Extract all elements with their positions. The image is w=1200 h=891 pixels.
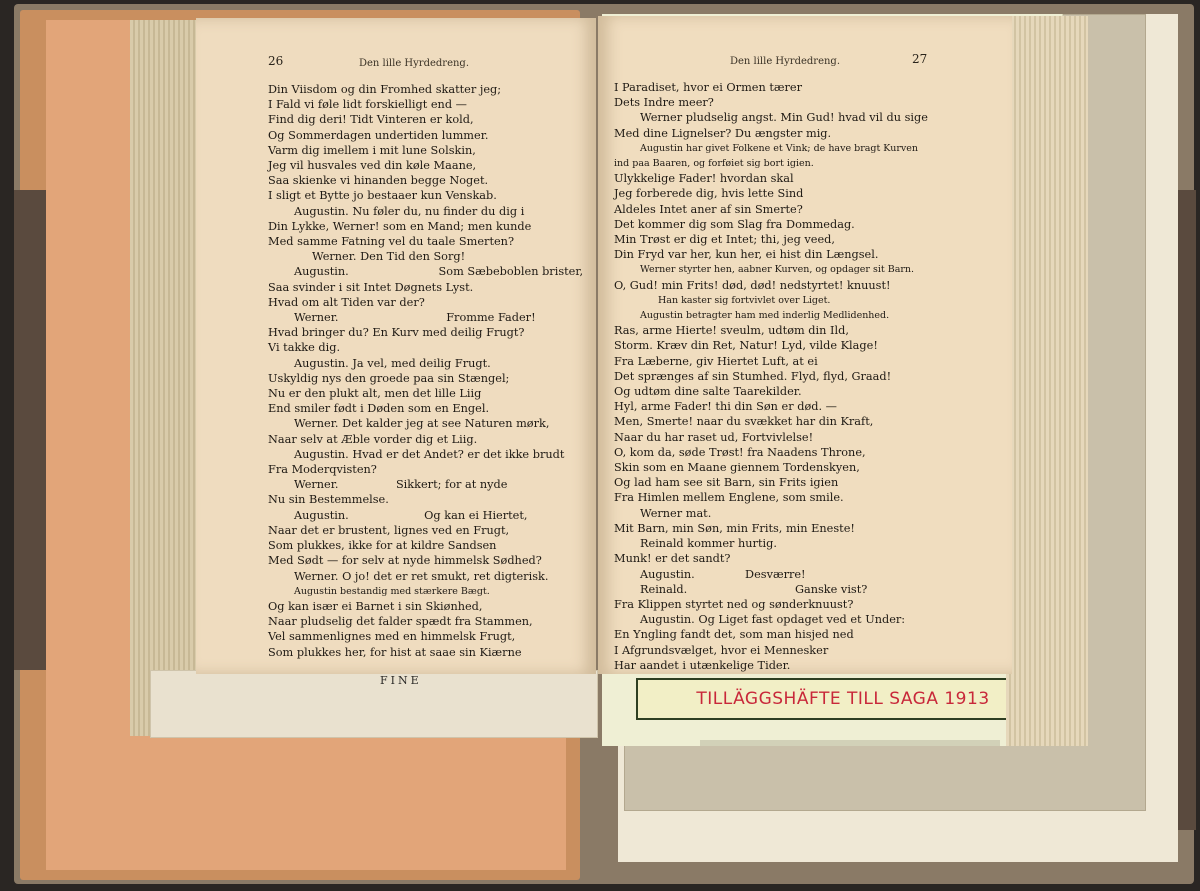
text-line: Hvad bringer du? En Kurv med deilig Frugt? <box>268 326 525 340</box>
left-page-text <box>268 82 588 660</box>
text-line: Men, Smerte! naar du svækket har din Kraft, <box>614 415 874 429</box>
text-line: Augustin har givet Folkene et Vink; de have bragt Kurven <box>640 142 918 154</box>
text-line: Munk! er det sandt? <box>614 552 731 566</box>
text-line: Og kan især ei Barnet i sin Skiønhed, <box>268 599 483 613</box>
text-line: Augustin. Og kan ei Hiertet, <box>294 508 528 522</box>
text-line: Nu er den plukt alt, men det lille Liig <box>268 387 482 401</box>
text-line: Augustin bestandig med stærkere Bægt. <box>294 585 490 597</box>
right-page-text <box>614 80 944 673</box>
text-line: Werner mat. <box>640 506 712 520</box>
text-line: O, Gud! min Frits! død, død! nedstyrtet! knuust! <box>614 278 891 292</box>
text-line: Werner. Den Tid den Sorg! <box>312 250 466 264</box>
text-line: Werner pludselig angst. Min Gud! hvad vil du sige <box>640 111 928 125</box>
text-line: Augustin. Desværre! <box>640 567 806 581</box>
text-line: Jeg vil husvales ved din køle Maane, <box>268 159 477 173</box>
text-line: Det sprænges af sin Stumhed. Flyd, flyd, Graad! <box>614 369 892 383</box>
page-number: 27 <box>912 52 928 66</box>
left-page <box>196 18 596 674</box>
text-line: Nu sin Bestemmelse. <box>268 493 389 507</box>
right-page-edges <box>1006 16 1088 746</box>
text-line: Vel sammenlignes med en himmelsk Frugt, <box>268 630 516 644</box>
text-line: Werner styrter hen, aabner Kurven, og opdager sit Barn. <box>640 264 915 276</box>
text-line: Fra Klippen styrtet ned og sønderknuust? <box>614 597 854 611</box>
page-number: 26 <box>268 54 284 68</box>
text-line: Naar det er brustent, lignes ved en Frugt, <box>268 523 510 537</box>
text-line: Naar selv at Æble vorder dig et Liig. <box>268 432 478 446</box>
running-head: Den lille Hyrdedreng. <box>729 56 841 67</box>
text-line: Werner. O jo! det er ret smukt, ret digterisk. <box>294 569 549 583</box>
text-line: Reinald kommer hurtig. <box>640 537 777 551</box>
text-line: Saa skienke vi hinanden begge Noget. <box>268 174 489 188</box>
text-line: Din Fryd var her, kun her, ei hist din Længsel. <box>614 248 879 262</box>
text-line: ind paa Baaren, og forføiet sig bort igien. <box>614 158 814 170</box>
text-line: Min Trøst er dig et Intet; thi, jeg veed, <box>614 233 835 247</box>
text-line: Mit Barn, min Søn, min Frits, min Eneste! <box>614 521 855 535</box>
text-line: O, kom da, søde Trøst! fra Naadens Throne, <box>614 445 866 459</box>
magazine-banner: TILLÄGGSHÄFTE TILL SAGA 1913 <box>636 678 1050 720</box>
text-line: End smiler født i Døden som en Engel. <box>268 402 490 416</box>
text-line: Hvad om alt Tiden var der? <box>268 295 425 309</box>
text-line: Varm dig imellem i mit lune Solskin, <box>268 143 476 157</box>
text-line: Aldeles Intet aner af sin Smerte? <box>614 202 803 216</box>
text-line: Skin som en Maane giennem Tordenskyen, <box>614 461 860 475</box>
text-line: I Afgrundsvælget, hvor ei Mennesker <box>614 643 829 657</box>
magazine-footer-text <box>700 740 1000 746</box>
text-line: Din Lykke, Werner! som en Mand; men kunde <box>268 219 532 233</box>
text-line: Jeg forberede dig, hvis lette Sind <box>614 187 804 201</box>
text-line: Han kaster sig fortvivlet over Liget. <box>658 294 831 306</box>
text-line: Augustin. Som Sæbeboblen brister, <box>294 265 584 279</box>
text-line: Naar du har raset ud, Fortvivlelse! <box>614 430 814 444</box>
text-line: Werner. Fromme Fader! <box>294 311 536 325</box>
text-line: Med dine Lignelser? Du ængster mig. <box>614 126 832 140</box>
running-head: Den lille Hyrdedreng. <box>358 58 470 69</box>
text-line: Har aandet i utænkelige Tider. <box>614 658 791 672</box>
text-line: Fra Læberne, giv Hiertet Luft, at ei <box>614 354 818 368</box>
fine-label: FINE <box>380 674 422 687</box>
text-line: Augustin. Hvad er det Andet? er det ikke brudt <box>294 447 565 461</box>
text-line: Werner. Det kalder jeg at see Naturen mørk, <box>294 417 550 431</box>
text-line: Som plukkes, ikke for at kildre Sandsen <box>268 539 497 553</box>
text-line: Augustin. Og Liget fast opdaget ved et Under: <box>640 613 906 627</box>
text-line: Ras, arme Hierte! sveulm, udtøm din Ild, <box>614 324 849 338</box>
text-line: I Fald vi føle lidt forskielligt end — <box>268 98 467 112</box>
right-page <box>598 16 1012 674</box>
text-line: Det kommer dig som Slag fra Dommedag. <box>614 217 855 231</box>
text-line: Fra Himlen mellem Englene, som smile. <box>614 491 844 505</box>
text-line: Augustin. Nu føler du, nu finder du dig i <box>294 204 525 218</box>
text-line: Saa svinder i sit Intet Døgnets Lyst. <box>268 280 474 294</box>
text-line: Ulykkelige Fader! hvordan skal <box>614 172 794 186</box>
text-line: Reinald. Ganske vist? <box>640 582 868 596</box>
text-line: Med samme Fatning vel du taale Smerten? <box>268 235 515 249</box>
text-line: Werner. Sikkert; for at nyde <box>294 478 508 492</box>
text-line: Fra Moderqvisten? <box>268 463 377 477</box>
text-line: Og lad ham see sit Barn, sin Frits igien <box>614 476 839 490</box>
text-line: Storm. Kræv din Ret, Natur! Lyd, vilde Klage! <box>614 339 878 353</box>
left-page-bottom-sheet <box>150 670 598 738</box>
text-line: Din Viisdom og din Fromhed skatter jeg; <box>268 83 502 96</box>
text-line: Med Sødt — for selv at nyde himmelsk Sødhed? <box>268 554 542 568</box>
text-line: Find dig deri! Tidt Vinteren er kold, <box>268 113 474 127</box>
text-line: Som plukkes her, for hist at saae sin Kiærne <box>268 645 522 659</box>
text-line: Uskyldig nys den groede paa sin Stængel; <box>268 371 510 385</box>
text-line: Og udtøm dine salte Taarekilder. <box>614 385 802 399</box>
left-page-edges <box>130 20 198 736</box>
left-cover-leather-strip <box>14 190 48 670</box>
text-line: Vi takke dig. <box>268 341 341 355</box>
text-line: Dets Indre meer? <box>614 96 714 110</box>
text-line: Naar pludselig det falder spædt fra Stammen, <box>268 615 533 629</box>
text-line: En Yngling fandt det, som man hisjed ned <box>614 628 854 642</box>
text-line: I Paradiset, hvor ei Ormen tærer <box>614 81 802 94</box>
text-line: Hyl, arme Fader! thi din Søn er død. — <box>614 400 837 414</box>
text-line: Augustin betragter ham med inderlig Medlidenhed. <box>640 310 890 322</box>
text-line: I sligt et Bytte jo bestaaer kun Venskab. <box>268 189 497 203</box>
right-cover-leather-strip <box>1178 190 1196 830</box>
text-line: Og Sommerdagen undertiden lummer. <box>268 128 489 142</box>
text-line: Augustin. Ja vel, med deilig Frugt. <box>294 356 491 370</box>
